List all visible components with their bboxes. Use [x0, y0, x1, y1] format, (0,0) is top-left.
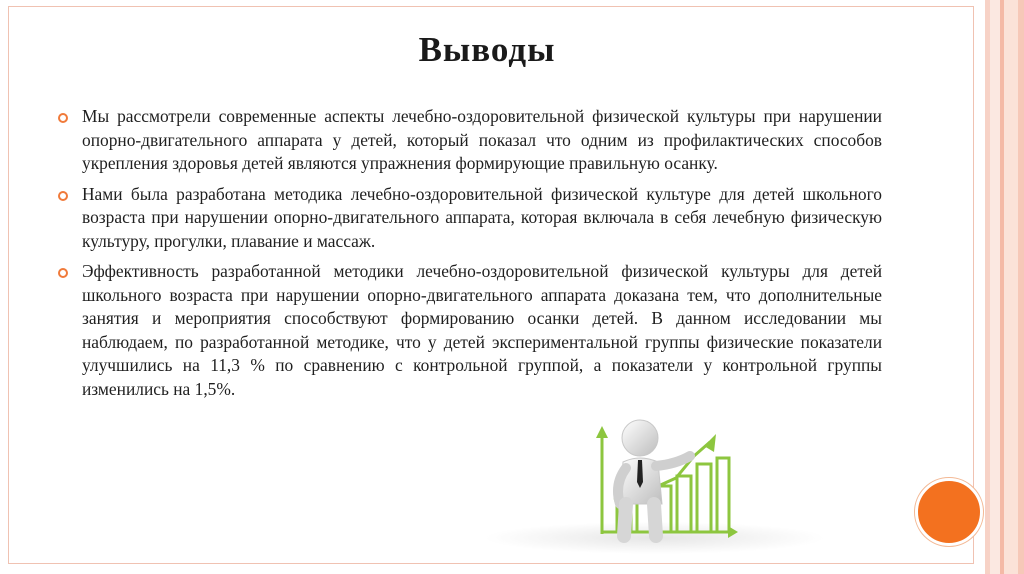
decor-circle: [915, 478, 983, 546]
list-item: [58, 260, 882, 401]
list-item: [58, 105, 882, 176]
decor-stripe: [990, 0, 1000, 574]
bullet-icon: [58, 113, 68, 123]
list-item-text: Нами была разработана методика лечебно-оздоровительной физической культуре для детей школьного возраста при нарушении опорно-двигательного аппарата, которая включала в себя лечебную физическую культуру, прогулки, плавание и массаж.: [82, 183, 882, 251]
list-item-text: Мы рассмотрели современные аспекты лечебно-оздоровительной физической культуры при нарушении опорно-двигательного аппарата у детей, который показал что одним из профилактических способов укрепления здоровья детей являются упражнения формирующие правильную осанку.: [82, 106, 882, 173]
person-with-growth-chart-icon: [480, 412, 843, 562]
list-item-text: Эффективность разработанной методики лечебно-оздоровительной физической культуры для детей школьного возраста при нарушении опорно-двигательного аппарата доказана тем, что дополнительные занятия и мероприятия способствуют формированию осанки детей. В данном исследовании мы наблюдаем, по разработанной методике, что у детей экспериментальной группы физические показатели улучшились на 11,3 % по сравнению с контрольной группой, а показатели у контрольной группы изменились на 1,5%.: [82, 261, 882, 399]
conclusions-list: [58, 105, 882, 408]
bullet-icon: [58, 268, 68, 278]
bullet-icon: [58, 191, 68, 201]
slide-title: Выводы: [418, 30, 556, 69]
list-item: [58, 183, 882, 254]
decor-stripe: [1004, 0, 1018, 574]
decor-stripe: [1018, 0, 1024, 574]
